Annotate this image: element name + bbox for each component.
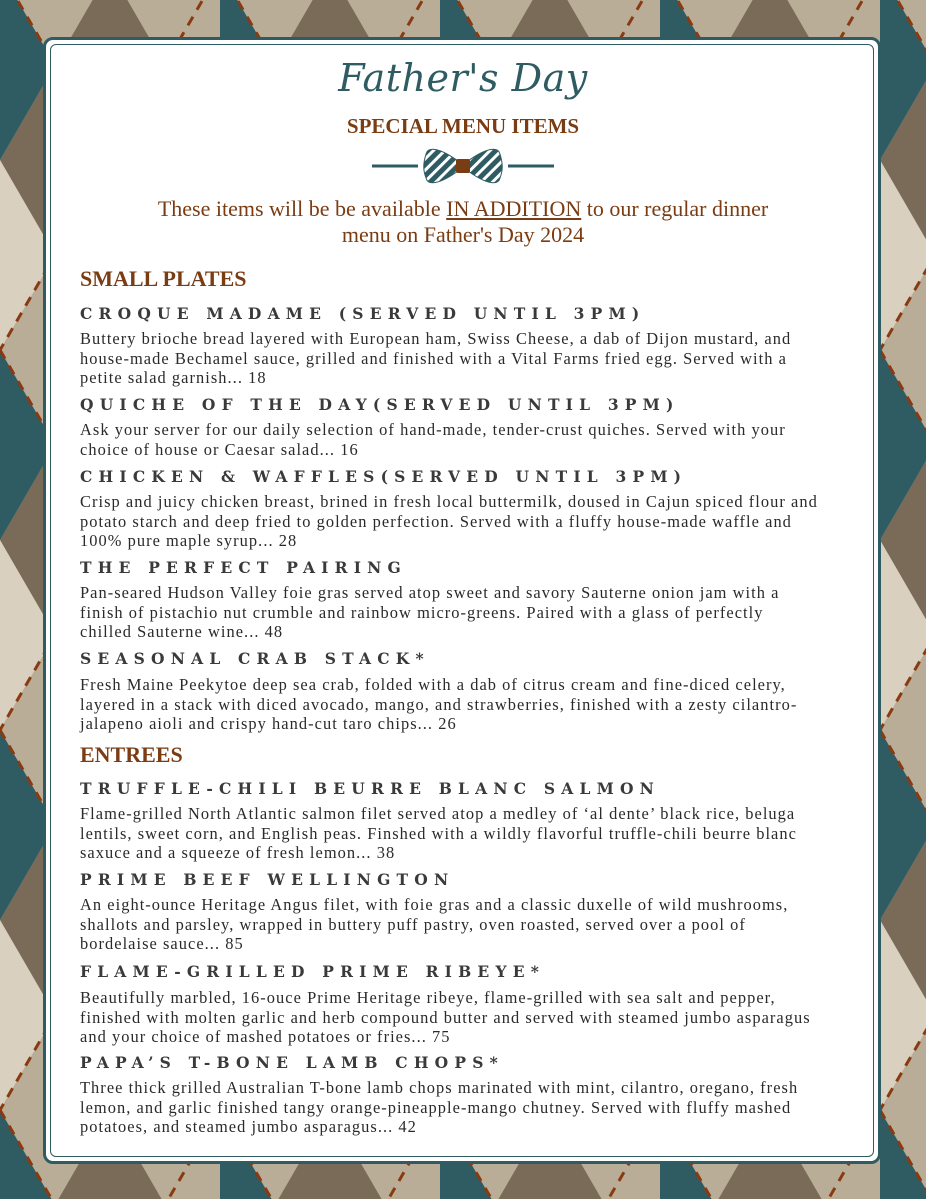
page-title: Father's Day [338, 56, 588, 100]
menu-item-title: PRIME BEEF WELLINGTON [80, 870, 455, 889]
menu-item-title: QUICHE OF THE DAY(SERVED UNTIL 3PM) [80, 395, 680, 414]
menu-item-description: Pan-seared Hudson Valley foie gras served atop sweet and savory Sauterne onion jam with a finish of pistachio nut crumble and rainbow micro-greens. Paired with a glass of perfectly chilled Sauterne wine... 48 [80, 583, 780, 641]
intro-text-end: to our regular dinner menu on Father's Day 2024 [341, 196, 769, 247]
menu-item-description: An eight-ounce Heritage Angus filet, with foie gras and a classic duxelle of wild mushrooms, shallots and parsley, wrapped in buttery puff pastry, oven roasted, served over a pool of bordelaise sauce... 85 [80, 895, 789, 953]
bowtie-icon [370, 144, 556, 188]
section-heading-entrees: ENTREES [80, 742, 183, 767]
intro-emphasis: IN ADDITION [446, 196, 582, 221]
menu-item-description: Fresh Maine Peekytoe deep sea crab, folded with a dab of citrus cream and fine-diced celery, layered in a stack with diced avocado, mango, and strawberries, finished with a zesty cilantro-jalapeno aioli and crispy hand-cut taro chips... 26 [80, 675, 798, 733]
menu-item-title: CHICKEN & WAFFLES(SERVED UNTIL 3PM) [80, 467, 688, 486]
intro-text [150, 196, 776, 248]
menu-item-title: TRUFFLE-CHILI BEURRE BLANC SALMON [80, 779, 661, 798]
menu-item-title: FLAME-GRILLED PRIME RIBEYE* [80, 962, 546, 981]
menu-item-description: Flame-grilled North Atlantic salmon filet served atop a medley of ‘al dente’ black rice, beluga lentils, sweet corn, and English peas. Finshed with a wildly flavorful truffle-chili beurre blanc saxuce and a squeeze of fresh lemon... 38 [80, 804, 797, 862]
menu-item-description: Ask your server for our daily selection of hand-made, tender-crust quiches. Served with your choice of house or Caesar salad... 16 [80, 420, 786, 459]
menu-item-description: Beautifully marbled, 16-ouce Prime Heritage ribeye, flame-grilled with sea salt and pepper, finished with molten garlic and herb compound butter and served with steamed jumbo asparagus and your choice of mashed potatoes or fries... 75 [80, 988, 811, 1046]
menu-item-description: Buttery brioche bread layered with European ham, Swiss Cheese, a dab of Dijon mustard, and house-made Bechamel sauce, grilled and finished with a Vital Farms fried egg. Served with a petite salad garnish... 18 [80, 329, 792, 387]
menu-item-description: Crisp and juicy chicken breast, brined in fresh local buttermilk, doused in Cajun spiced flour and potato starch and deep fried to golden perfection. Served with a fluffy house-made waffle and 100% pure maple syrup... 28 [80, 492, 818, 550]
page-subtitle: SPECIAL MENU ITEMS [346, 114, 580, 138]
menu-item-description: Three thick grilled Australian T-bone lamb chops marinated with mint, cilantro, oregano, fresh lemon, and garlic finished tangy orange-pineapple-mango chutney. Served with fluffy mashed potatoes, and steamed jumbo asparagus... 42 [80, 1078, 799, 1136]
section-heading-small-plates: SMALL PLATES [80, 266, 247, 291]
menu-item-title: CROQUE MADAME (SERVED UNTIL 3PM) [80, 304, 646, 323]
menu-item-title: SEASONAL CRAB STACK* [80, 649, 430, 668]
intro-text-start: These items will be be available [157, 196, 447, 221]
menu-item-title: THE PERFECT PAIRING [80, 558, 407, 577]
menu-item-title: PAPA’S T-BONE LAMB CHOPS* [80, 1053, 504, 1072]
